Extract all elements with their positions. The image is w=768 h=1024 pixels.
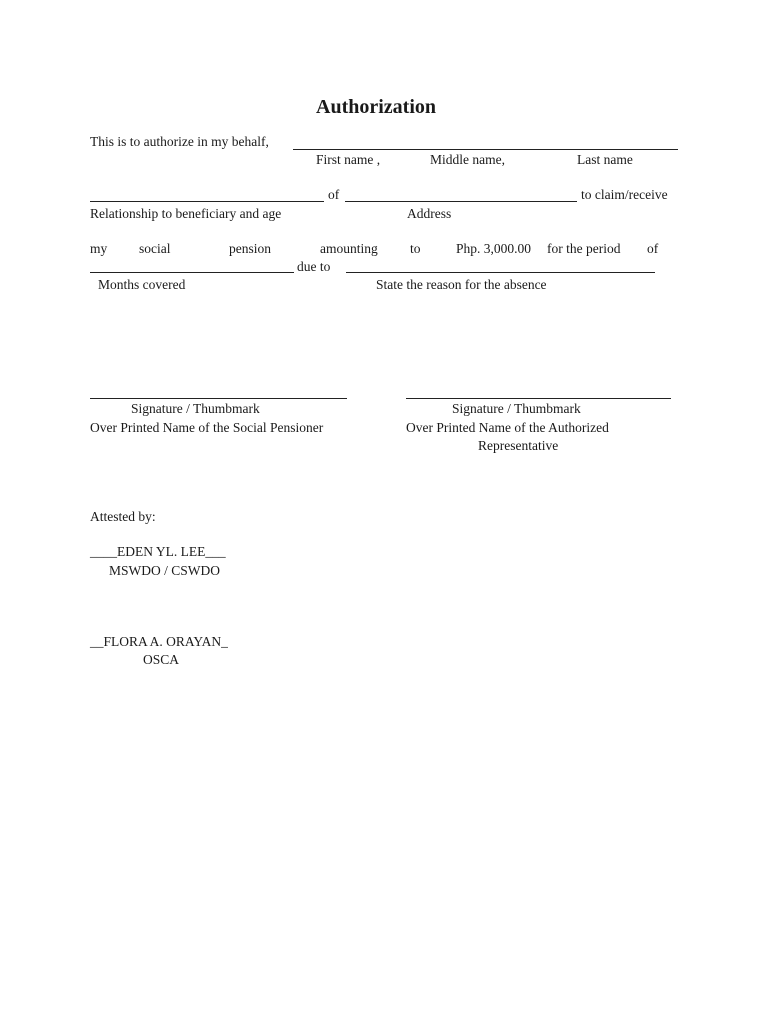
name-blank-line xyxy=(293,149,678,150)
months-blank-line xyxy=(90,272,294,273)
pensioner-signature-label: Signature / Thumbmark xyxy=(131,401,260,416)
relationship-blank-line xyxy=(90,201,324,202)
representative-signature-label: Signature / Thumbmark xyxy=(452,401,581,416)
pension-word-to: to xyxy=(410,241,421,256)
pension-period-text: for the period xyxy=(547,241,621,256)
months-covered-label: Months covered xyxy=(98,277,186,292)
intro-text: This is to authorize in my behalf, xyxy=(90,134,269,149)
attester-1-name: ____EDEN YL. LEE___ xyxy=(90,544,226,559)
representative-signature-line xyxy=(406,398,671,399)
first-name-label: First name , xyxy=(316,152,381,167)
pension-word-my: my xyxy=(90,241,108,256)
attested-by-label: Attested by: xyxy=(90,509,156,524)
due-to-text: due to xyxy=(297,259,331,274)
attester-2-title: OSCA xyxy=(143,652,180,667)
pensioner-name-label: Over Printed Name of the Social Pensioner xyxy=(90,420,324,435)
pension-word-of: of xyxy=(647,241,659,256)
pension-amount: Php. 3,000.00 xyxy=(456,241,532,256)
middle-name-label: Middle name, xyxy=(430,152,505,167)
attester-2-name: __FLORA A. ORAYAN_ xyxy=(90,634,228,649)
last-name-label: Last name xyxy=(577,152,633,167)
relationship-label: Relationship to beneficiary and age xyxy=(90,206,282,221)
address-label: Address xyxy=(407,206,452,221)
pension-word-pension: pension xyxy=(229,241,271,256)
attester-1-title: MSWDO / CSWDO xyxy=(109,563,221,578)
pension-word-amounting: amounting xyxy=(320,241,378,256)
of-text: of xyxy=(328,187,340,202)
claim-text: to claim/receive xyxy=(581,187,668,202)
address-blank-line xyxy=(345,201,577,202)
pensioner-signature-line xyxy=(90,398,347,399)
document-title: Authorization xyxy=(316,96,436,118)
pension-word-social: social xyxy=(139,241,171,256)
reason-blank-line xyxy=(346,272,655,273)
representative-name-label-2: Representative xyxy=(478,438,559,453)
representative-name-label: Over Printed Name of the Authorized xyxy=(406,420,609,435)
reason-label: State the reason for the absence xyxy=(376,277,547,292)
